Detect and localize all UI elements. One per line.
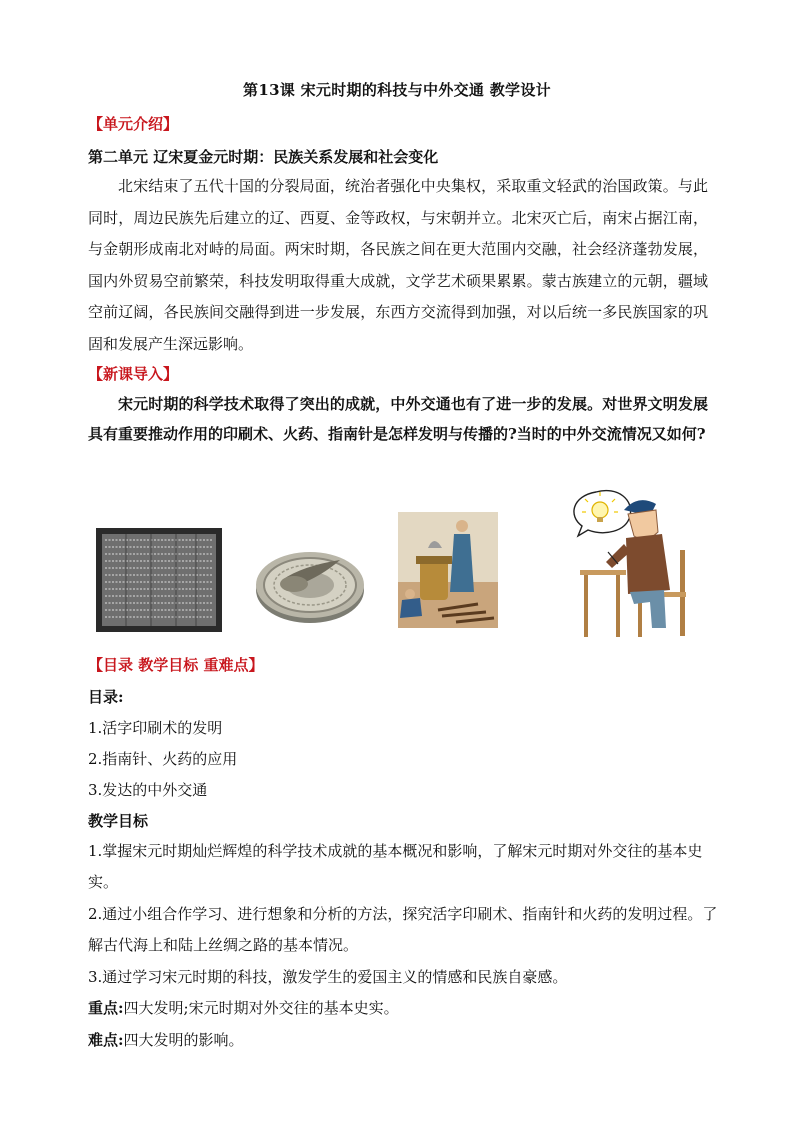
printing-plate-image [96,528,222,632]
key-points [88,997,718,1018]
unit-intro-heading: 【单元介绍】 [88,115,179,133]
catalog-item: 3.发达的中外交通 [88,781,208,799]
goal-item: 1.掌握宋元时期灿烂辉煌的科学技术成就的基本概况和影响，了解宋元时期对外交往的基本史实。 [88,842,703,891]
new-lesson-paragraph: 宋元时期的科学技术取得了突出的成就，中外交通也有了进一步的发展。对世界文明发展具有重要推动作用的印刷术、火药、指南针是怎样发明与传播的?当时的中外交流情况又如何? [88,395,708,443]
scholar-thinking-image [566,486,700,640]
new-lesson-heading: 【新课导入】 [88,365,179,383]
goals-label: 教学目标 [88,812,149,830]
compass-image [252,530,372,626]
catalog-heading: 【目录 教学目标 重难点】 [88,656,264,674]
page-title: 第13课 宋元时期的科技与中外交通 教学设计 [243,81,551,99]
catalog-item: 1.活字印刷术的发明 [88,719,223,737]
unit-subtitle: 第二单元 辽宋夏金元时期：民族关系发展和社会变化 [88,148,439,166]
key-points-label: 重点: [88,999,124,1017]
unit-intro-paragraph: 北宋结束了五代十国的分裂局面，统治者强化中央集权，采取重文轻武的治国政策。与此同时，周边民族先后建立的辽、西夏、金等政权，与宋朝并立。北宋灭亡后，南宋占据江南，与金朝形成南北对峙的局面。两宋时期，各民族之间在更大范围内交融，社会经济蓬勃发展，国内外贸易空前繁荣，科技发明取得重大成就，文学艺术硕果累累。蒙古族建立的元朝，疆域空前辽阔，各民族间交融得到进一步发展，东西方交流得到加强，对以后统一多民族国家的巩固和发展产生深远影响。 [88,177,708,353]
goal-item: 2.通过小组合作学习、进行想象和分析的方法，探究活字印刷术、指南针和火药的发明过程。了解古代海上和陆上丝绸之路的基本情况。 [88,905,718,954]
difficult-points [88,1029,718,1050]
furnace-image [398,512,498,628]
catalog-label: 目录: [88,688,124,706]
key-points-text: 四大发明;宋元时期对外交往的基本史实。 [123,999,399,1017]
goal-item: 3.通过学习宋元时期的科技，激发学生的爱国主义的情感和民族自豪感。 [88,968,568,986]
difficult-points-text: 四大发明的影响。 [123,1031,244,1049]
difficult-points-label: 难点: [88,1031,124,1049]
catalog-item: 2.指南针、火药的应用 [88,750,238,768]
